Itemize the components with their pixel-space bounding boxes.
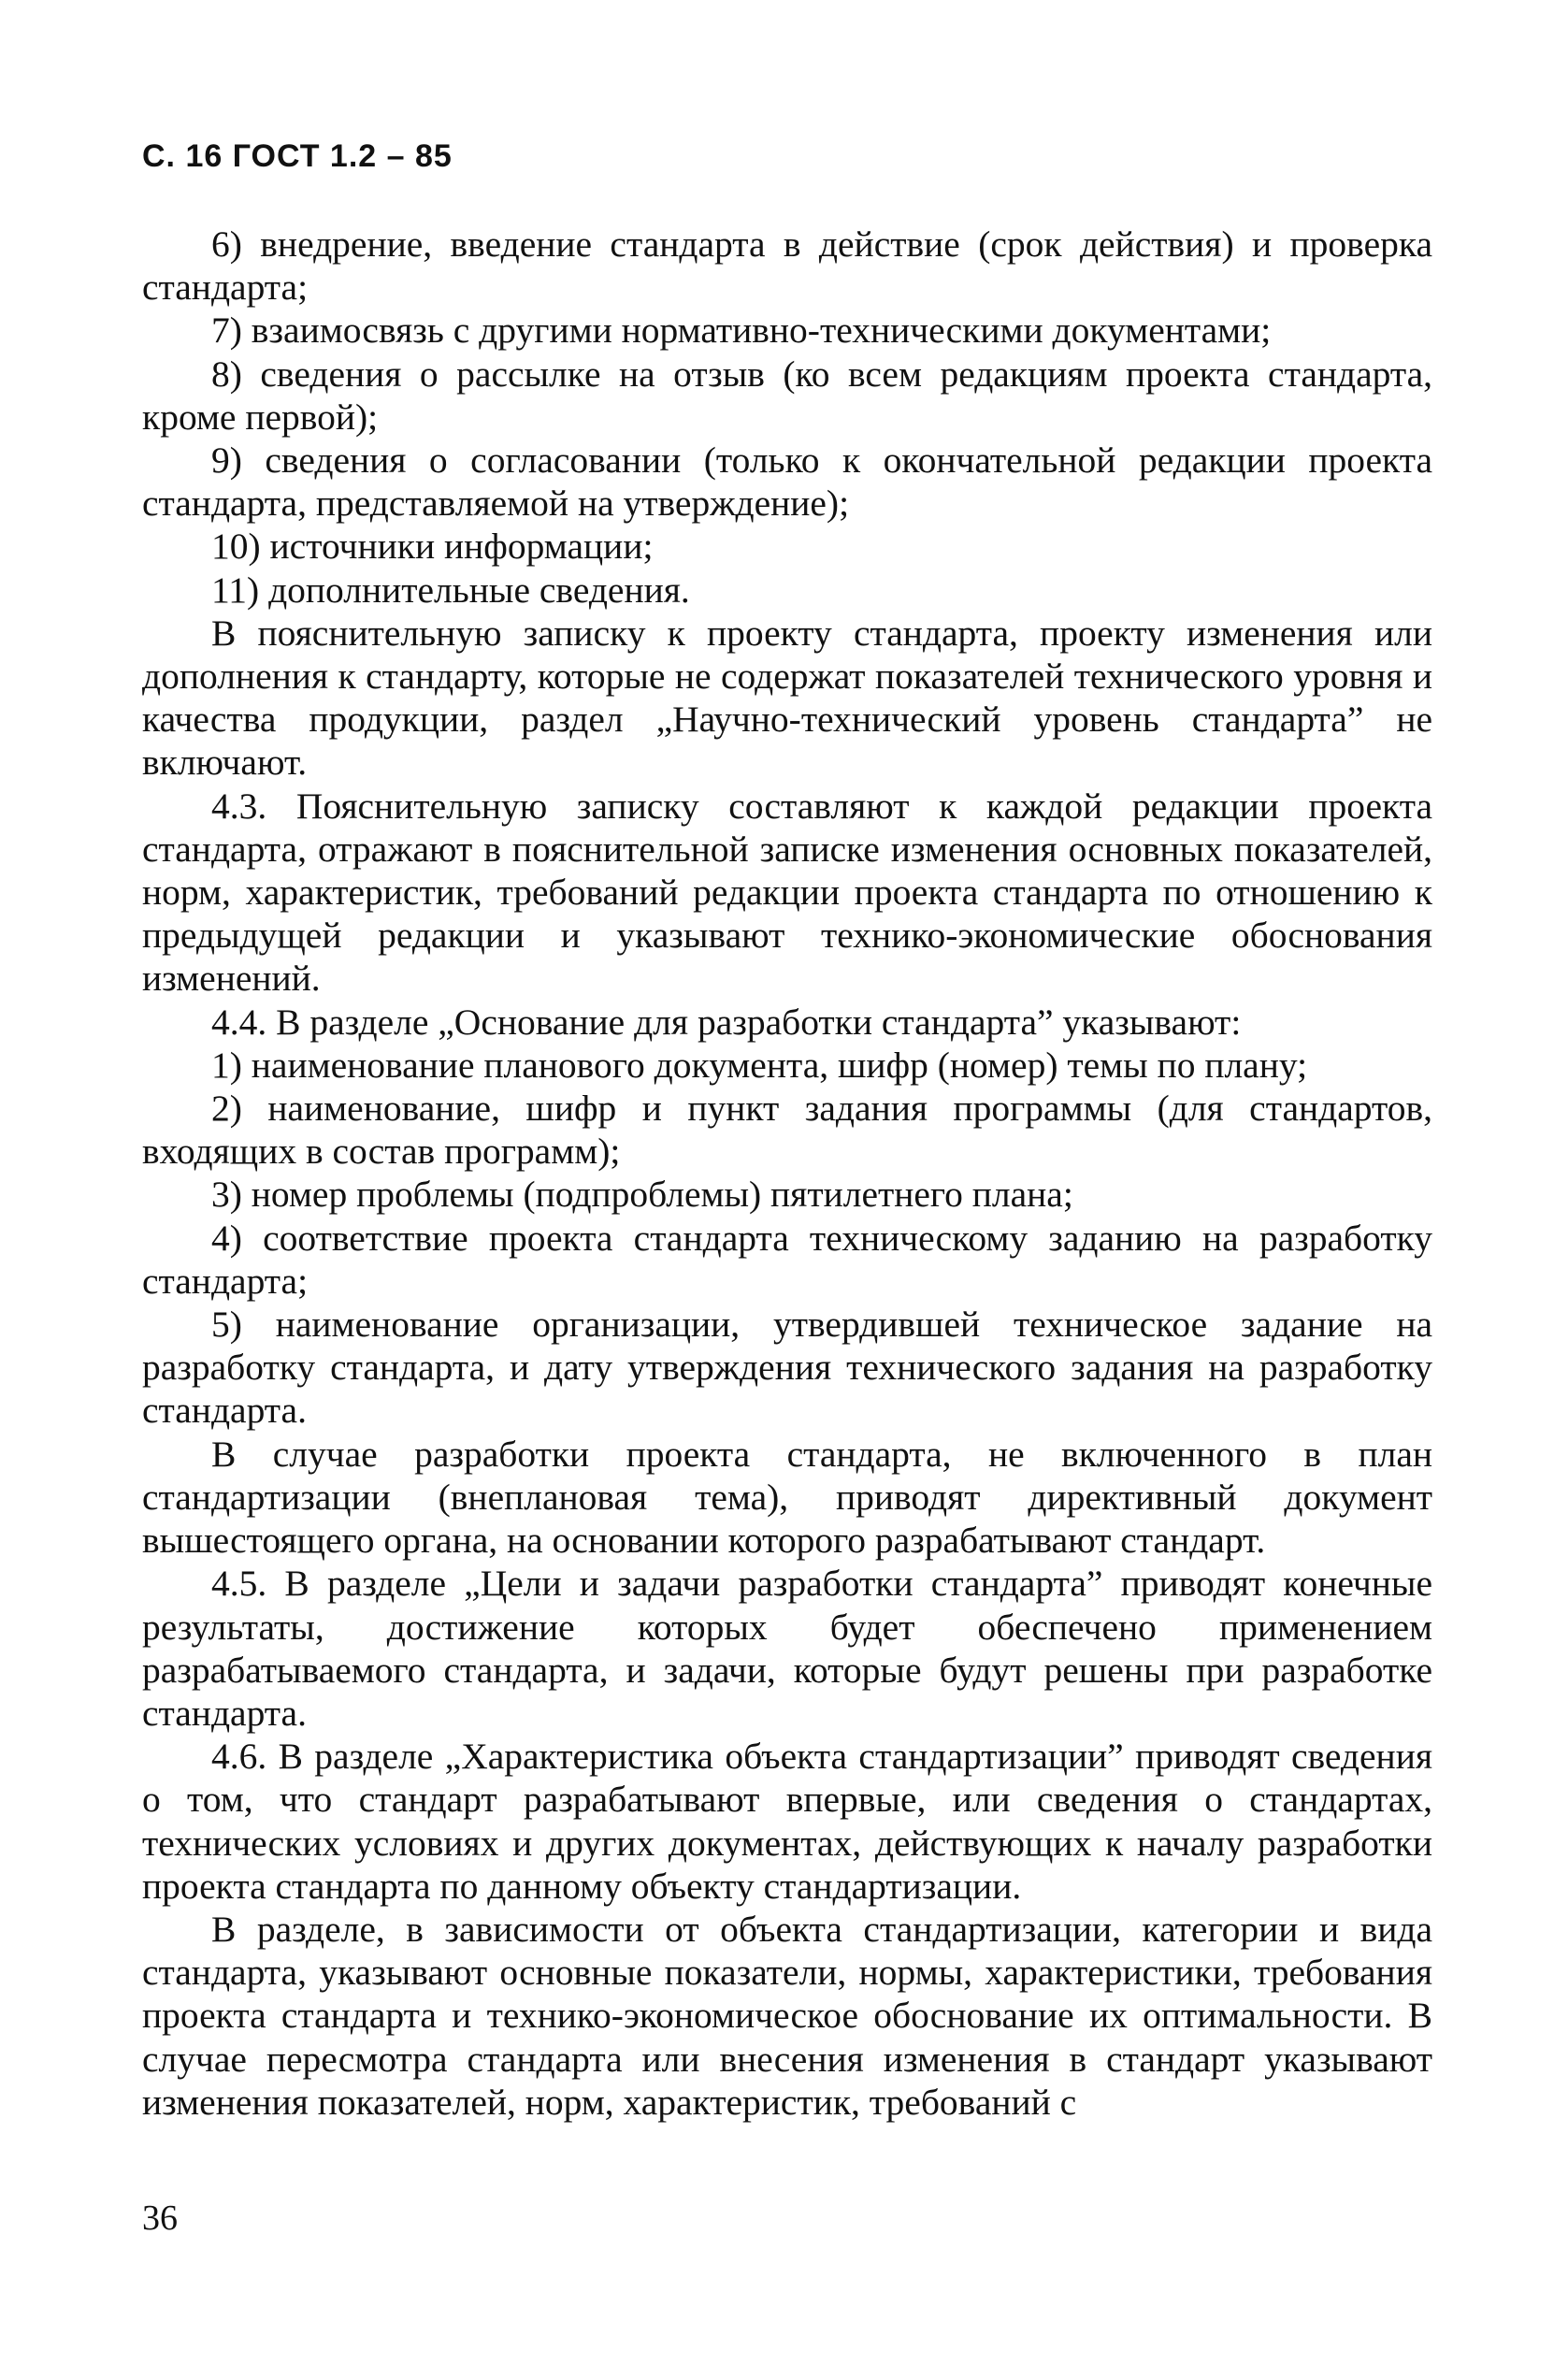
paragraph-unplanned: В случае разработки проекта стандарта, не включенного в план стандартизации (внеплановая тема), приводят директивный документ вышестоящего органа, на основании которого разрабатывают стандарт. [142,1433,1432,1562]
list-item-10: 10) источники информации; [211,526,654,568]
body-text [142,223,1432,2124]
list-item-8: 8) сведения о рассылке на отзыв (ко всем редакциям проекта стандарта, кроме первой); [142,353,1432,438]
list-item-4-4-2: 2) наименование, шифр и пункт задания программы (для стандартов, входящих в состав программ); [142,1088,1432,1173]
paragraph-4-3: 4.3. Пояснительную записку составляют к каждой редакции проекта стандарта, отражают в пояснительной записке изменения основных показателей, норм, характеристик, требований редакции проекта стандарта по отношению к предыдущей редакции и указывают технико-экономические обоснования изменений. [142,785,1432,1000]
paragraph-4-4: 4.4. В разделе „Основание для разработки стандарта” указывают: [211,1001,1242,1043]
list-item-4-4-5: 5) наименование организации, утвердившей техническое задание на разработку стандарта, и дату утверждения технического задания на разработку стандарта. [142,1304,1432,1432]
list-item-4-4-1: 1) наименование планового документа, шифр (номер) темы по плану; [211,1044,1308,1086]
list-item-7: 7) взаимосвязь с другими нормативно-техническими документами; [211,310,1272,352]
list-item-6: 6) внедрение, введение стандарта в действие (срок действия) и проверка стандарта; [142,223,1432,309]
paragraph-4-6: 4.6. В разделе „Характеристика объекта стандартизации” приводят сведения о том, что стандарт разрабатывают впервые, или сведения о стандартах, технических условиях и других документах, действующих к началу разработки проекта стандарта по данному объекту стандартизации. [142,1736,1432,1907]
running-header: С. 16 ГОСТ 1.2 – 85 [142,138,453,174]
list-item-4-4-3: 3) номер проблемы (подпроблемы) пятилетнего плана; [211,1174,1073,1216]
paragraph-note: В пояснительную записку к проекту стандарта, проекту изменения или дополнения к стандарту, которые не содержат показателей технического уровня и качества продукции, раздел „Научно-технический уровень стандарта” не включают. [142,612,1432,784]
list-item-9: 9) сведения о согласовании (только к окончательной редакции проекта стандарта, представляемой на утверждение); [142,440,1432,525]
paragraph-4-5: 4.5. В разделе „Цели и задачи разработки стандарта” приводят конечные результаты, достижение которых будет обеспечено применением разрабатываемого стандарта, и задачи, которые будут решены при разработке стандарта. [142,1563,1432,1734]
page-number: 36 [142,2198,178,2238]
list-item-11: 11) дополнительные сведения. [211,569,690,611]
paragraph-section-details: В разделе, в зависимости от объекта стандартизации, категории и вида стандарта, указывают основные показатели, нормы, характеристики, требования проекта стандарта и технико-экономическое обоснование их оптимальности. В случае пересмотра стандарта или внесения изменения в стандарт указывают изменения показателей, норм, характеристик, требований с [142,1908,1432,2123]
list-item-4-4-4: 4) соответствие проекта стандарта техническому заданию на разработку стандарта; [142,1217,1432,1302]
